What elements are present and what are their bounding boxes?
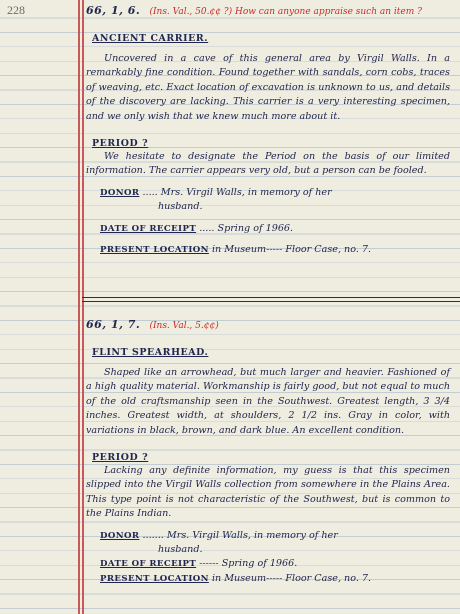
period-text: Lacking any definite information, my guess is that this specimen slipped into the Virgil Walls collection from somewhere in the Plains Area. This type point is not characteristic of the Southwest, but is common to the Plains Indian.: [86, 465, 450, 520]
accession-number: 66, 1, 6.: [86, 4, 141, 17]
date-text: Spring of 1966.: [221, 558, 298, 570]
period-label: PERIOD ?: [92, 452, 149, 464]
donor-text: Mrs. Virgil Walls, in memory of her: [166, 529, 338, 541]
donor-label: DONOR: [100, 530, 140, 541]
location-label: PRESENT LOCATION: [100, 245, 209, 256]
donor-line: DONOR ..... Mrs. Virgil Walls, in memory of her husband.: [100, 186, 454, 215]
donor-line: DONOR ....... Mrs. Virgil Walls, in memory of her husband.: [100, 529, 454, 558]
insured-value-note: (Ins. Val., 50.¢¢ ?) How can anyone appraise such an item ?: [149, 7, 422, 17]
donor-text-cont: husband.: [158, 201, 203, 213]
date-label: DATE OF RECEIPT: [100, 559, 197, 570]
entry-divider-double: [82, 301, 460, 302]
catalog-entry: [86, 4, 454, 257]
insured-value-note: (Ins. Val., 5.¢¢): [149, 321, 219, 331]
donor-text-cont: husband.: [158, 544, 203, 556]
entry-description: Shaped like an arrowhead, but much larger and heavier. Fashioned of a high quality material. Workmanship is fairly good, but not equal to much of the old craftsmanship seen in the Southwest. Greatest length, 3 3/4 inches. Greatest width, at shoulders, 2 1/2 ins. Gray in color, with variations in black, brown, and dark blue. An excellent condition.: [86, 367, 450, 436]
accession-number: 66, 1, 7.: [86, 318, 141, 331]
date-line: DATE OF RECEIPT ..... Spring of 1966.: [100, 222, 294, 234]
entry-description: Uncovered in a cave of this general area by Virgil Walls. In a remarkably fine condition. Found together with sandals, corn cobs, traces of weaving, etc. Exact location of excavation is unknown to us, and details of the discovery are lacking. This carrier is a very interesting specimen, and we only wish that we knew much more about it.: [86, 53, 450, 122]
entry-header: [86, 4, 454, 26]
period-text: We hesitate to designate the Period on the basis of our limited information. The carrier appears very old, but a person can be fooled.: [86, 151, 450, 177]
entry-divider: [82, 297, 460, 298]
entry-title: FLINT SPEARHEAD.: [92, 347, 209, 358]
page-number: 228: [7, 3, 25, 17]
location-text: in Museum----- Floor Case, no. 7.: [211, 572, 372, 584]
margin-rule-right: [82, 0, 84, 614]
donor-text: Mrs. Virgil Walls, in memory of her: [160, 186, 332, 198]
date-text: Spring of 1966.: [217, 222, 294, 234]
location-line: [100, 572, 454, 586]
entry-header: [86, 318, 454, 340]
date-line: DATE OF RECEIPT ------ Spring of 1966.: [100, 558, 298, 570]
location-label: PRESENT LOCATION: [100, 573, 209, 584]
location-text: in Museum----- Floor Case, no. 7.: [211, 244, 372, 256]
entry-title: ANCIENT CARRIER.: [92, 33, 209, 44]
donor-label: DONOR: [100, 187, 140, 198]
date-label: DATE OF RECEIPT: [100, 223, 197, 234]
location-line: [100, 243, 454, 257]
catalog-entry: [86, 318, 454, 586]
margin-rule-left: [78, 0, 80, 614]
period-label: PERIOD ?: [92, 138, 149, 150]
